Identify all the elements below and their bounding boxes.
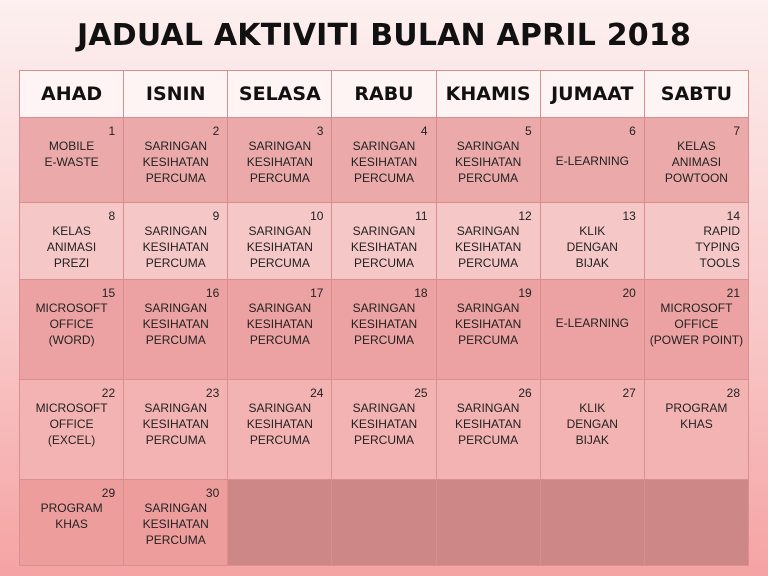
activity-text: PROGRAM KHAS — [40, 501, 103, 531]
activity-text: SARINGAN KESIHATAN PERCUMA — [246, 139, 313, 185]
day-cell — [228, 118, 332, 203]
day-number: 14 — [726, 209, 740, 223]
day-number: 23 — [205, 386, 220, 400]
empty-day-cell — [436, 480, 540, 566]
day-number: 26 — [518, 386, 532, 400]
day-number: 16 — [205, 286, 220, 300]
day-number: 3 — [316, 124, 324, 138]
day-cell — [124, 480, 228, 566]
activity-text: SARINGAN KESIHATAN PERCUMA — [455, 139, 522, 185]
day-number: 19 — [518, 286, 532, 300]
activity-text: KLIK DENGAN BIJAK — [566, 224, 618, 270]
day-number: 2 — [212, 124, 220, 138]
day-number: 4 — [420, 124, 428, 138]
day-number: 27 — [622, 386, 636, 400]
day-cell — [124, 118, 228, 203]
week-row — [20, 280, 749, 380]
activity-text: E-LEARNING — [555, 316, 629, 330]
activity-text: KELAS ANIMASI PREZI — [46, 224, 97, 270]
day-number: 5 — [525, 124, 532, 138]
day-cell — [436, 280, 540, 380]
empty-day-cell — [228, 480, 332, 566]
day-number: 10 — [310, 209, 324, 223]
day-cell — [124, 203, 228, 280]
activity-text: KLIK DENGAN BIJAK — [566, 401, 618, 447]
day-number: 22 — [101, 386, 116, 400]
week-row — [20, 118, 749, 203]
day-cell — [644, 118, 748, 203]
activity-text: MICROSOFT OFFICE (WORD) — [35, 301, 108, 347]
activity-text: E-LEARNING — [555, 154, 629, 168]
day-number: 13 — [622, 209, 636, 223]
activity-text: SARINGAN KESIHATAN PERCUMA — [350, 301, 418, 347]
activity-text: SARINGAN KESIHATAN PERCUMA — [350, 401, 418, 447]
week-row — [20, 480, 749, 566]
day-cell — [644, 280, 748, 380]
empty-day-cell — [332, 480, 436, 566]
day-cell — [228, 203, 332, 280]
day-cell — [540, 118, 644, 203]
day-cell — [540, 380, 644, 480]
day-cell — [228, 280, 332, 380]
day-number: 15 — [101, 286, 116, 300]
weekday-header: SABTU — [644, 71, 748, 118]
day-number: 7 — [733, 124, 740, 138]
day-number: 18 — [414, 286, 428, 300]
day-number: 6 — [629, 124, 636, 138]
day-cell — [124, 280, 228, 380]
weekday-header: SELASA — [228, 71, 332, 118]
weekday-header: KHAMIS — [436, 71, 540, 118]
activity-text: SARINGAN KESIHATAN PERCUMA — [142, 139, 209, 185]
calendar-table — [19, 70, 749, 566]
weekday-header: JUMAAT — [540, 71, 644, 118]
day-number: 8 — [108, 209, 116, 223]
day-cell — [20, 118, 124, 203]
day-cell — [436, 118, 540, 203]
activity-text: SARINGAN KESIHATAN PERCUMA — [142, 301, 209, 347]
day-cell — [20, 203, 124, 280]
day-cell — [20, 280, 124, 380]
day-cell — [332, 203, 436, 280]
day-cell — [540, 203, 644, 280]
activity-text: SARINGAN KESIHATAN PERCUMA — [455, 224, 522, 270]
day-number: 25 — [414, 386, 428, 400]
day-cell — [332, 280, 436, 380]
activity-text: SARINGAN KESIHATAN PERCUMA — [455, 401, 522, 447]
day-number: 29 — [101, 486, 116, 500]
day-number: 20 — [622, 286, 636, 300]
activity-text: SARINGAN KESIHATAN PERCUMA — [350, 224, 418, 270]
day-number: 30 — [205, 486, 220, 500]
page-title: JADUAL AKTIVITI BULAN APRIL 2018 — [76, 18, 692, 53]
day-number: 17 — [310, 286, 324, 300]
day-cell — [436, 380, 540, 480]
activity-text: SARINGAN KESIHATAN PERCUMA — [142, 401, 209, 447]
activity-text: SARINGAN KESIHATAN PERCUMA — [455, 301, 522, 347]
day-cell — [228, 380, 332, 480]
day-cell — [644, 380, 748, 480]
week-row — [20, 203, 749, 280]
empty-day-cell — [540, 480, 644, 566]
activity-text: MICROSOFT OFFICE (POWER POINT) — [649, 301, 744, 347]
activity-text: MICROSOFT OFFICE (EXCEL) — [35, 401, 108, 447]
weekday-header: AHAD — [20, 71, 124, 118]
activity-text: SARINGAN KESIHATAN PERCUMA — [142, 224, 209, 270]
activity-text: MOBILE E-WASTE — [44, 139, 99, 169]
day-cell — [20, 380, 124, 480]
day-number: 9 — [212, 209, 220, 223]
week-row — [20, 380, 749, 480]
activity-text: SARINGAN KESIHATAN PERCUMA — [350, 139, 418, 185]
day-cell — [436, 203, 540, 280]
weekday-header-row — [20, 71, 749, 118]
day-cell — [332, 380, 436, 480]
weekday-header: RABU — [332, 71, 436, 118]
activity-text: KELAS ANIMASI POWTOON — [664, 139, 728, 185]
day-cell — [540, 280, 644, 380]
activity-text: SARINGAN KESIHATAN PERCUMA — [246, 301, 313, 347]
activity-text: RAPID TYPING TOOLS — [695, 224, 740, 270]
day-number: 24 — [310, 386, 324, 400]
weekday-header: ISNIN — [124, 71, 228, 118]
day-cell — [124, 380, 228, 480]
day-cell — [644, 203, 748, 280]
day-cell — [332, 118, 436, 203]
activity-text: PROGRAM KHAS — [665, 401, 728, 431]
day-number: 1 — [108, 124, 116, 138]
activity-text: SARINGAN KESIHATAN PERCUMA — [142, 501, 209, 547]
day-number: 11 — [415, 209, 428, 223]
empty-day-cell — [644, 480, 748, 566]
day-number: 28 — [726, 386, 740, 400]
day-number: 12 — [518, 209, 532, 223]
activity-text: SARINGAN KESIHATAN PERCUMA — [246, 224, 313, 270]
day-cell — [20, 480, 124, 566]
activity-text: SARINGAN KESIHATAN PERCUMA — [246, 401, 313, 447]
day-number: 21 — [726, 286, 740, 300]
